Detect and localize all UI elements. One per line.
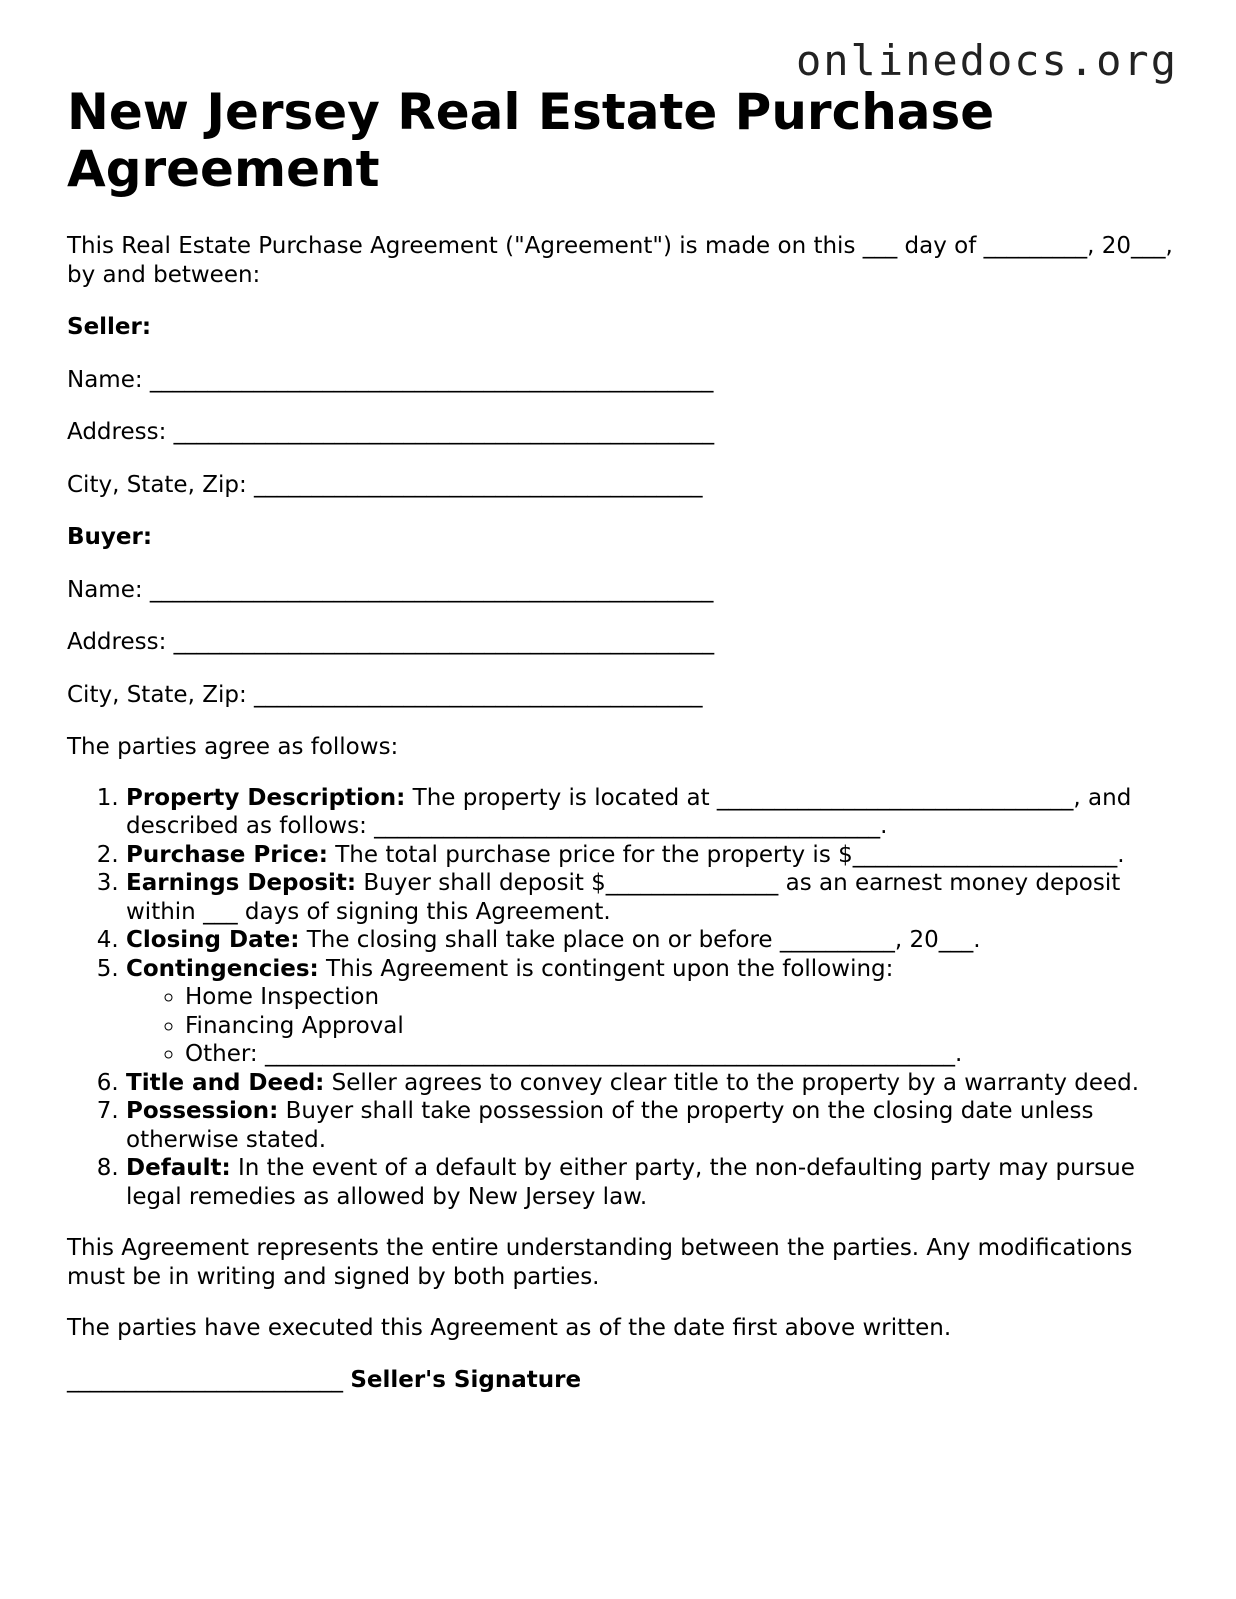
term-label: Earnings Deposit: [126, 870, 357, 896]
term-label: Property Description: [126, 784, 406, 811]
term-label: Closing Date: [126, 927, 300, 953]
signature-label: Seller's Signature [350, 1366, 582, 1393]
signature-blank: ________________________ [67, 1366, 343, 1393]
parties-intro: The parties agree as follows: [67, 734, 399, 760]
site-watermark: onlinedocs.org [795, 36, 1178, 85]
buyer-city-field: City, State, Zip: _______________________________________ [67, 681, 703, 708]
term-label: Possession: [126, 1098, 279, 1124]
contingencies-list [126, 983, 1177, 1069]
intro-paragraph: This Real Estate Purchase Agreement ("Agreement") is made on this ___ day of _________, 20___, by and between: [67, 233, 1173, 288]
term-item [126, 841, 1177, 870]
contingency-item: ◦ Financing Approval [185, 1012, 1177, 1041]
document-title: New Jersey Real Estate Purchase Agreement [67, 83, 995, 198]
term-text: Buyer shall deposit $_______________ as an earnest money deposit within ___ days of signing this Agreement. [126, 870, 1121, 925]
term-item [126, 784, 1177, 841]
term-text: The closing shall take place on or before __________, 20___. [299, 927, 981, 953]
term-text: Seller agrees to convey clear title to the property by a warranty deed. [324, 1069, 1140, 1096]
buyer-address-field: Address: _______________________________________________ [67, 629, 715, 655]
buyer-name-field: Name: _________________________________________________ [67, 576, 714, 603]
term-text: The property is located at _______________________________, and described as follows: ____________________________________________. [126, 784, 1132, 839]
term-text: This Agreement is contingent upon the following: [318, 955, 894, 982]
execution-paragraph: The parties have executed this Agreement as of the date first above written. [67, 1315, 952, 1341]
document-page [67, 84, 1177, 1394]
term-text: Buyer shall take possession of the property on the closing date unless otherwise stated. [126, 1098, 1094, 1153]
seller-signature-line [67, 1366, 1177, 1395]
contingency-item: ◦ Other: ____________________________________________________________. [185, 1040, 1177, 1069]
buyer-heading: Buyer: [67, 524, 153, 550]
term-label: Contingencies: [126, 955, 319, 982]
term-item [126, 869, 1177, 926]
seller-heading: Seller: [67, 314, 152, 340]
term-item [126, 926, 1177, 955]
terms-list [67, 784, 1177, 1212]
entire-agreement-paragraph: This Agreement represents the entire understanding between the parties. Any modifications must be in writing and signed by both parties. [67, 1235, 1133, 1290]
term-item [126, 955, 1177, 1069]
term-item [126, 1097, 1177, 1154]
term-label: Default: [126, 1155, 231, 1181]
seller-name-field: Name: _________________________________________________ [67, 366, 714, 393]
term-text: The total purchase price for the property is $_______________________. [327, 841, 1125, 868]
contingency-item: ◦ Home Inspection [185, 983, 1177, 1012]
term-text: In the event of a default by either party, the non-defaulting party may pursue legal remedies as allowed by New Jersey law. [126, 1155, 1135, 1210]
term-label: Purchase Price: [126, 841, 328, 868]
seller-city-field: City, State, Zip: _______________________________________ [67, 471, 703, 498]
term-item [126, 1154, 1177, 1211]
seller-address-field: Address: _______________________________________________ [67, 419, 715, 445]
term-label: Title and Deed: [126, 1069, 325, 1096]
term-item [126, 1069, 1177, 1098]
